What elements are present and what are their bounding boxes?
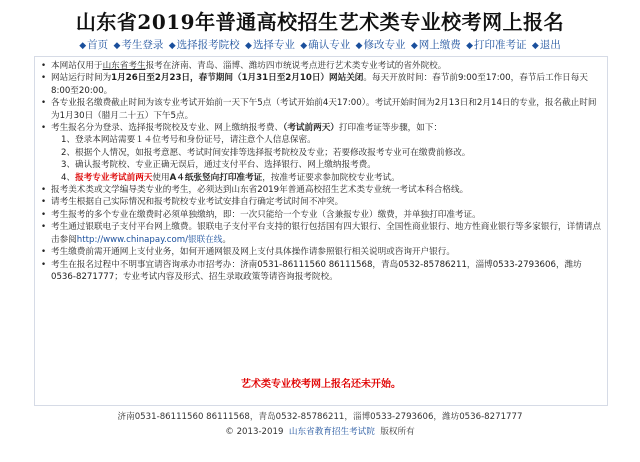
bullet-icon: • (41, 259, 47, 270)
nav-select-school[interactable]: ◆选择报考院校 (168, 39, 240, 51)
notice-panel (34, 56, 608, 406)
diamond-icon: ◆ (168, 41, 176, 51)
bullet-icon: • (41, 247, 47, 258)
nav-print-ticket[interactable]: ◆打印准考证 (466, 39, 527, 51)
bullet-icon: • (41, 98, 47, 109)
nav-confirm-major[interactable]: ◆确认专业 (300, 39, 351, 51)
chinapay-link[interactable]: http://www.chinapay.com/银联在线 (76, 234, 223, 245)
nav-home[interactable]: ◆首页 (79, 39, 109, 51)
bullet-icon: • (41, 209, 47, 220)
notice-item: • 考生报考的多个专业在缴费时必须单独缴纳，即：一次只能给一个专业（含兼报专业）缴费，并单独打印准考证。 (41, 209, 481, 220)
step-item: 1、登录本网站需要１４位考号和身份证号，请注意个人信息保密。 (61, 135, 316, 146)
nav-select-major[interactable]: ◆选择专业 (245, 39, 295, 51)
diamond-icon: ◆ (466, 41, 473, 51)
org-link[interactable]: 山东省教育招生考试院 (288, 427, 375, 437)
step-item: 2、根据个人情况，如报考意愿、考试时间安排等选择报考院校及专业；若要修改报考专业可在缴费前修改。 (61, 147, 471, 158)
diamond-icon: ◆ (531, 41, 539, 51)
diamond-icon: ◆ (113, 41, 121, 51)
bullet-icon: • (41, 123, 47, 134)
notice-item: • 考生在报名过程中不明事宜请咨询承办市招考办：济南0531-86111560 86111568，青岛0532-85786211，淄博0533-2793606，潍坊0536-8271777；专业考试内容及形式、招生录取政策等请咨询报考院校。 (41, 259, 582, 282)
footer (0, 410, 640, 440)
bullet-icon: • (41, 61, 47, 71)
notice-item: • 考生报名分为登录、选择报考院校及专业、网上缴纳报考费、（考试前两天）打印准考证等步骤，如下： (41, 123, 443, 134)
notice-item: • 各专业报名缴费截止时间为该专业考试开始前一天下午5点（考试开始前4天17:00）。考试开始时间为2月13日和2月14日的专业，报名截止时间为1月30日（腊月二十五）下午5点。 (41, 98, 597, 121)
bullet-icon: • (41, 197, 47, 208)
footer-phones: 济南0531-86111560 86111568，青岛0532-85786211，淄博0533-2793606，潍坊0536-8271777 (117, 412, 523, 422)
diamond-icon: ◆ (355, 41, 363, 51)
diamond-icon: ◆ (300, 41, 308, 51)
diamond-icon: ◆ (79, 41, 87, 51)
nav-online-payment[interactable]: ◆网上缴费 (410, 39, 461, 51)
step-item: 4、报考专业考试前两天使用A４纸张竖向打印准考证，按准考证要求参加院校专业考试。 (61, 172, 400, 183)
bullet-icon: • (41, 73, 47, 84)
footer-copyright: © 2013-2019 山东省教育招生考试院 版权所有 (225, 427, 415, 437)
nav-modify-major[interactable]: ◆修改专业 (355, 39, 406, 51)
status-message: 艺术类专业校考网上报名还未开始。 (241, 379, 401, 390)
notice-item: • 考生通过银联电子支付平台网上缴费。银联电子支付平台支持的银行包括国有四大银行、全国性商业银行、地方性商业银行等多家银行，详情请点击参阅http://www.chinapay.com/银联在线。 (41, 222, 602, 245)
notice-item: • 网站运行时间为1月26日至2月23日，春节期间（1月31日至2月10日）网站关闭。每天开放时间：春节前9:00至17:00，春节后工作日每天8:00至20:00。 (41, 73, 588, 96)
top-nav (0, 37, 640, 52)
notice-item: • 请考生根据自己实际情况和报考院校专业考试安排自行确定考试时间不冲突。 (41, 197, 344, 208)
page-title: 山东省2019年普通高校招生艺术类专业校考网上报名 (75, 10, 565, 34)
step-item: 3、确认报考院校、专业正确无误后，通过支付平台、选择银行、网上缴纳报考费。 (61, 160, 376, 171)
notice-item: • 考生缴费前需开通网上支付业务，如何开通网银及网上支付具体操作请参照银行相关说明或咨询开户银行。 (41, 247, 455, 258)
bullet-icon: • (41, 185, 47, 196)
diamond-icon: ◆ (245, 41, 252, 51)
notice-item: • 报考美术类或文学编导类专业的考生，必须达到山东省2019年普通高校招生艺术类专业统一考试本科合格线。 (41, 185, 469, 196)
notice-list (41, 60, 601, 283)
notice-item: • 本网站仅用于山东省考生报考在济南、青岛、淄博、潍坊四市统说考点进行艺术类专业考试的省外院校。 (41, 61, 447, 71)
nav-login[interactable]: ◆考生登录 (113, 39, 164, 51)
diamond-icon: ◆ (410, 41, 418, 51)
bullet-icon: • (41, 222, 47, 233)
nav-logout[interactable]: ◆退出 (531, 39, 561, 51)
